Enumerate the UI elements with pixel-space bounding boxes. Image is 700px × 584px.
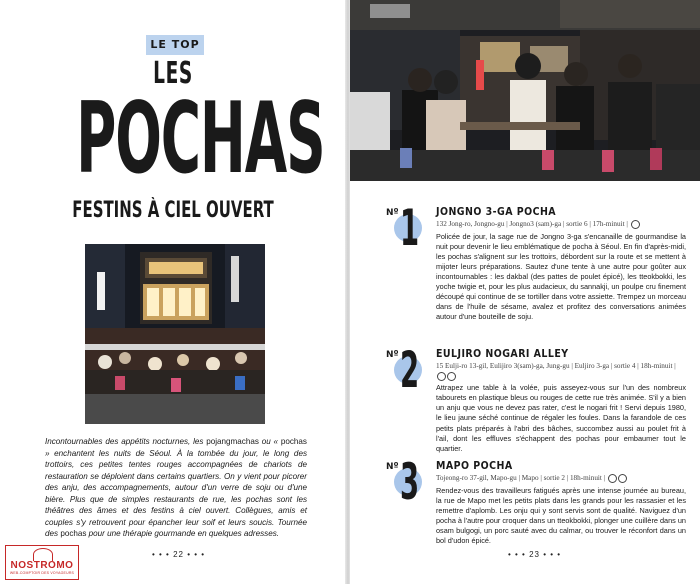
page-subtitle: FESTINS À CIEL OUVERT [72,198,274,223]
right-page: Nº 1 JONGNO 3-GA POCHA 132 Jong-ro, Jongno-gu | Jongno3 (sam)-ga | sortie 6 | 17h-minuit | Policée de jour, la sage rue de Jongno 3-ga s'encanaille de gourmandise la nuit pour devenir le lieu emblématique de pocha à Séoul. En fin d'après-midi, les pochas s'alignent sur les trottoirs, débordent sur la route et se mettent à mijoter leurs préparations. Sautez d'une tente à une autre pour goûter aux incontournables : les dakbal (des pattes de poulet épicé), les tteokbokki, les yoche twigie et, pour les plus audacieux, du sannakji, un poulpe cru finement découpé qui continue de se tortiller dans votre assiette. Trempez un morceau dans de l'huile de sésame, avalez et profitez des conversations animées autour d'une bouteille de soju. Nº 2 EULJIRO NOGARI ALLEY 15 Eulji-ro 13-gil, Eulijiro 3(sam)-ga, Jung-gu | Euljiro 3-ga | sortie 4 | 18h-minuit | Attrapez une table à la volée, puis asseyez-vous sur l'un des nombreux tabourets en plastique bleus ou rouges de cette rue très animée. S'il y a bien un anju que vous ne devez pas rater, c'est le nogari frit ! Servi depuis 1980, le lieu jaune séché continue de régaler les foules. Dans la farandole de ces petits plats préparés à l'abri des bâches, succombez aussi au poulet frit à l'ail, dont les effluves s'échappent des pochas pour embaumer tout le quartier. Nº 3 MAPO POCHA Tojeong-ro 37-gil, Mapo-gu | Mapo | sortie 2 | 18h-minuit | Rendez-vous des travailleurs fatigués après une intense journée au bureau, la rue de Mapo met les petits plats dans les grands pour les rassasier et les remettre d'aplomb. Les onju qui y sont servis sont de qualité. Naviguez d'un pocha à l'autre pour croquer dans un tteokbokki, plonger une cuillère dans un osam bulgogi, un porc sauté avec du calmar, ou trouver le réconfort dans un bol d'udon épicé. • • • 23 • • • [350,0,700,584]
left-page [0,0,346,584]
wifi-icon [618,474,627,483]
entry-body: Policée de jour, la sage rue de Jongno 3-ga s'encanaille de gourmandise la nuit pour devenir le lieu emblématique de pocha à Séoul. En fin d'après-midi, les pochas s'alignent sur les trottoirs, débordent sur la route et se mettent à mijoter leurs préparations. Sautez d'une tente à une autre pour goûter aux incontournables : les dakbal (des pattes de poulet épicé), les tteokbokki, les yoche twigie et, pour les plus audacieux, du sannakji, un poulpe cru finement découpé qui continue de se tortiller dans votre assiette. Trempez un morceau dans de l'huile de sésame, avalez et profitez des conversations animées autour d'une bouteille de soju. [436,231,686,322]
page-title: POCHAS [76,82,325,196]
pocha-street-photo [85,244,265,424]
nostromo-logo: NOSTROMO WEB-COMPTOIR DES VOYAGEURS [5,545,79,580]
wifi-icon [608,474,617,483]
entry-meta: 132 Jong-ro, Jongno-gu | Jongno3 (sam)-ga | sortie 6 | 17h-minuit | [436,220,686,230]
wifi-icon [447,372,456,381]
entry-euljiro [436,348,686,454]
entry-title: JONGNO 3-GA POCHA [436,206,557,218]
entry-title: MAPO POCHA [436,460,513,472]
page-number-left: • • • 22 • • • [152,550,206,559]
entry-title: EULJIRO NOGARI ALLEY [436,348,569,360]
entry-meta: Tojeong-ro 37-gil, Mapo-gu | Mapo | sortie 2 | 18h-minuit | [436,474,686,484]
entry-body: Rendez-vous des travailleurs fatigués après une intense journée au bureau, la rue de Mapo met les petits plats dans les grands pour les rassasier et les remettre d'aplomb. Les onju qui y sont servis sont de qualité. Naviguez d'un pocha à l'autre pour croquer dans un tteokbokki, plonger une cuillère dans un osam bulgogi, un porc sauté avec du calmar, ou trouver le réconfort dans un bol d'udon épicé. [436,485,686,546]
intro-paragraph: Incontournables des appétits nocturnes, les pojangmachas ou « pochas » enchantent les nuits de Séoul. À la tombée du jour, le long des trottoirs, ces petites tentes rouges accompagnées de chariots de restauration se déploient dans certains quartiers. On y vient pour picorer des anju, des accompagnements, autour d'un verre de soju ou d'une bière. Plus que de simples restaurants de rue, les pochas sont les théâtres des âmes et des festins à ciel ouvert. Collègues, amis et couples s'y retrouvent pour épancher leur soif et leurs soucis. Tournée des pochas pour une thérapie gourmande en quelques adresses. [45,437,307,538]
title-les: LES [153,56,193,91]
wifi-icon [631,220,640,229]
wifi-icon [437,372,446,381]
entry-mapo [436,460,686,546]
entry-body: Attrapez une table à la volée, puis asseyez-vous sur l'un des nombreux tabourets en plastique bleus ou rouges de cette rue très animée. S'il y a bien un anju que vous ne devez pas rater, c'est le nogari frit ! Servi depuis 1980, le lieu jaune séché continue de régaler les foules. Dans la farandole de ces petits plats préparés à l'abri des bâches, succombez aussi au poulet frit à l'ail, dont les effluves s'échappent des pochas pour embaumer tout le quartier. [436,383,686,453]
section-badge: LE TOP [146,35,204,55]
page-number-right: • • • 23 • • • [508,550,562,559]
night-market-photo [350,0,700,181]
entry-jongno [436,206,686,323]
entry-meta: 15 Eulji-ro 13-gil, Eulijiro 3(sam)-ga, Jung-gu | Euljiro 3-ga | sortie 4 | 18h-minuit | [436,362,686,381]
